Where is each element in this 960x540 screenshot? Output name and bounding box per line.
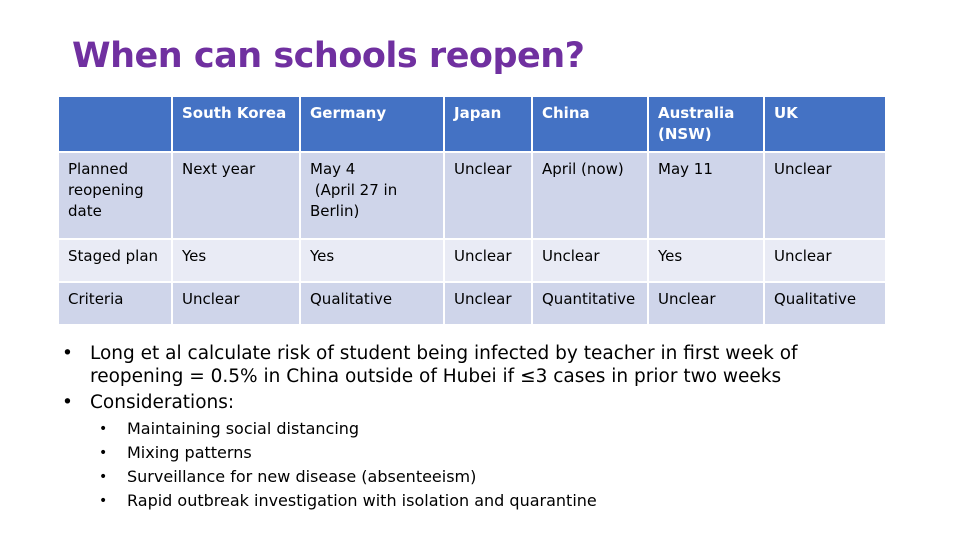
table-cell: Unclear <box>444 282 532 325</box>
header-cell-uk: UK <box>764 96 886 152</box>
table-header-row <box>58 96 886 152</box>
sub-bullet-item: • Maintaining social distancing <box>62 417 942 441</box>
table-cell: April (now) <box>532 152 648 239</box>
slide-title: When can schools reopen? <box>72 36 585 76</box>
header-cell-china: China <box>532 96 648 152</box>
table-cell: Unclear <box>444 152 532 239</box>
table-cell: Next year <box>172 152 300 239</box>
reopening-table <box>57 95 887 326</box>
table-row-criteria <box>58 282 886 325</box>
table-cell: Qualitative <box>300 282 444 325</box>
bullet-item-long-et-al: • Long et al calculate risk of student being infected by teacher in first week of reopening = 0.5% in China outside of Hubei if ≤3 cases in prior two weeks <box>62 343 798 387</box>
bullet-list <box>62 342 942 516</box>
table-cell: Unclear <box>532 239 648 282</box>
table-cell: Unclear <box>764 239 886 282</box>
sub-bullet-list <box>90 417 942 513</box>
table-cell: Unclear <box>172 282 300 325</box>
sub-bullet-dot-icon: • <box>99 493 108 509</box>
sub-bullet-dot-icon: • <box>99 421 108 437</box>
table-cell: Unclear <box>764 152 886 239</box>
table-row-staged-plan <box>58 239 886 282</box>
table-cell: May 11 <box>648 152 764 239</box>
table-cell: Unclear <box>444 239 532 282</box>
sub-bullet-item: • Rapid outbreak investigation with isolation and quarantine <box>62 489 942 513</box>
header-cell-australia: Australia (NSW) <box>648 96 764 152</box>
row-label-cell: Criteria <box>58 282 172 325</box>
table-cell: Qualitative <box>764 282 886 325</box>
header-cell-blank <box>58 96 172 152</box>
bullet-dot-icon: • <box>62 343 73 364</box>
table-cell: May 4 (April 27 in Berlin) <box>300 152 444 239</box>
table-cell: Yes <box>648 239 764 282</box>
header-cell-japan: Japan <box>444 96 532 152</box>
sub-bullet-dot-icon: • <box>99 469 108 485</box>
sub-bullet-dot-icon: • <box>99 445 108 461</box>
bullet-item-considerations: • Considerations: • Maintaining social distancing • Mixing patterns • Surveillance for new disease (absenteeism) • Rapid outbreak investigation with isolation and quarantine <box>62 391 942 513</box>
table-cell: Quantitative <box>532 282 648 325</box>
table-cell: Yes <box>172 239 300 282</box>
sub-bullet-item: • Mixing patterns <box>62 441 942 465</box>
table-row-planned-reopening-date <box>58 152 886 239</box>
table-cell: Unclear <box>648 282 764 325</box>
header-cell-germany: Germany <box>300 96 444 152</box>
row-label-cell: Staged plan <box>58 239 172 282</box>
row-label-cell: Planned reopening date <box>58 152 172 239</box>
bullet-dot-icon: • <box>62 392 73 413</box>
header-cell-south-korea: South Korea <box>172 96 300 152</box>
sub-bullet-item: • Surveillance for new disease (absenteeism) <box>62 465 942 489</box>
table-cell: Yes <box>300 239 444 282</box>
